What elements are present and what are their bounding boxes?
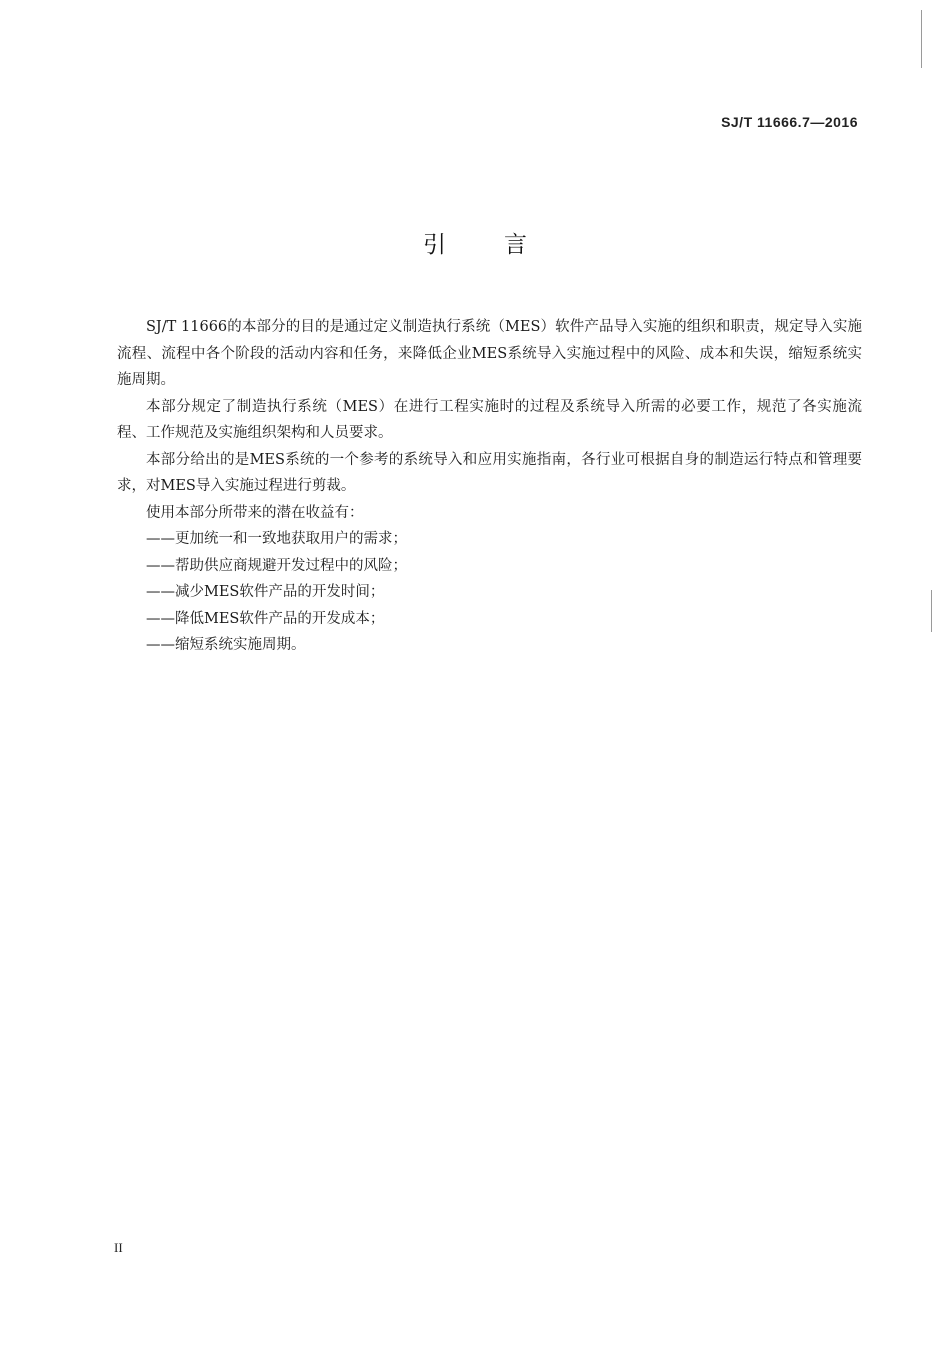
benefit-item: ——缩短系统实施周期。	[146, 637, 306, 653]
benefit-item: ——降低MES软件产品的开发成本；	[146, 610, 385, 627]
benefit-item: ——帮助供应商规避开发过程中的风险；	[146, 557, 407, 574]
scan-edge-mark	[931, 590, 932, 632]
benefit-item: ——减少MES软件产品的开发时间；	[146, 584, 385, 600]
paragraph-purpose: SJ/T 11666的本部分的目的是通过定义制造执行系统（MES）软件产品导入实施的组织和职责，规定导入实施流程、流程中各个阶段的活动内容和任务，来降低企业MES系统导入实施过程中的风险、成本和失误，缩短系统实施周期。	[117, 319, 862, 388]
scan-edge-mark	[921, 10, 922, 68]
benefit-item: ——更加统一和一致地获取用户的需求；	[146, 531, 407, 547]
document-code: SJ/T 11666.7—2016	[721, 114, 858, 130]
page-number: II	[114, 1240, 123, 1255]
section-title: 引言	[423, 232, 585, 258]
paragraph-benefits-intro: 使用本部分所带来的潜在收益有：	[146, 504, 364, 521]
paragraph-scope: 本部分规定了制造执行系统（MES）在进行工程实施时的过程及系统导入所需的必要工作，规范了各实施流程、工作规范及实施组织架构和人员要求。	[117, 398, 862, 441]
introduction-body	[117, 314, 862, 659]
paragraph-guideline: 本部分给出的是MES系统的一个参考的系统导入和应用实施指南，各行业可根据自身的制造运行特点和管理要求，对MES导入实施过程进行剪裁。	[117, 451, 862, 494]
